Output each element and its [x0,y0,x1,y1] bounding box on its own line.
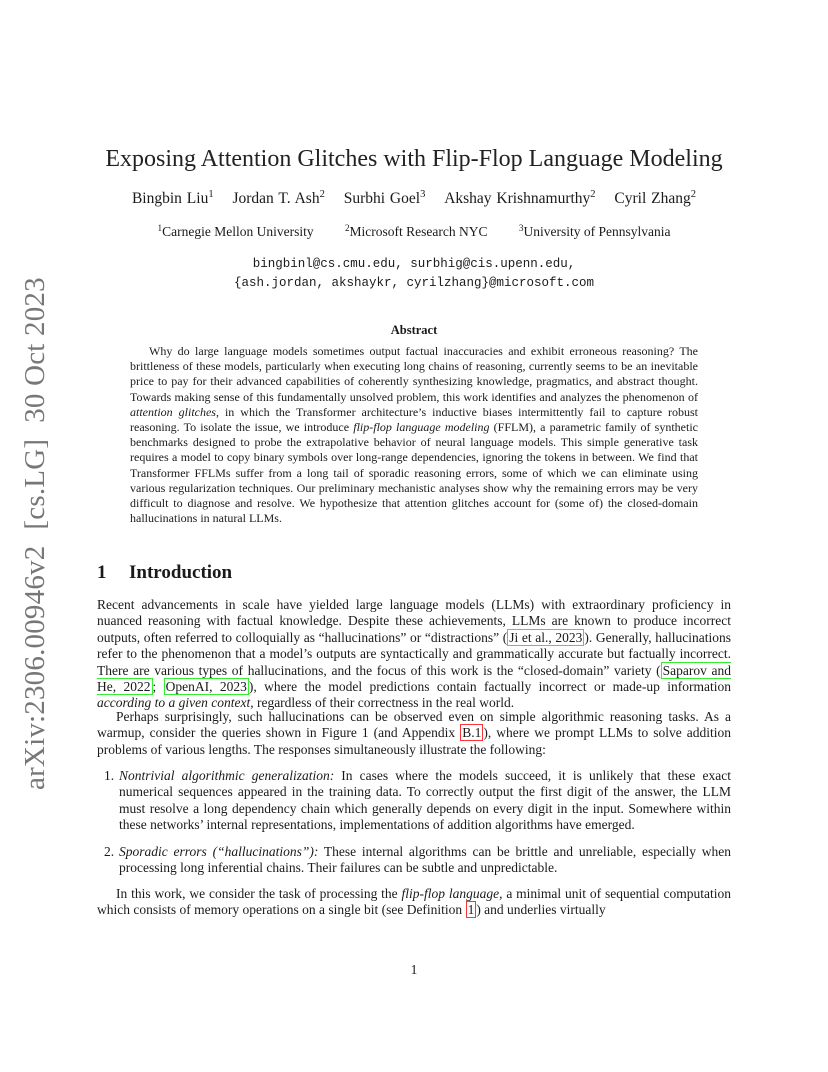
author: Surbhi Goel$^3$ [343,189,426,207]
paper-title: Exposing Attention Glitches with Flip-Flop Language Modeling [105,146,723,172]
intro-paragraph-3: In this work, we consider the task of processing the flip-flop language, a minimal unit of sequential computation which consists of memory operations on a single bit (see Definition 1 ) and underlies virtually [97,886,732,918]
appendix-link[interactable]: B.1 [462,725,482,741]
affiliation: $^3$University of Pennsylvania [518,222,671,239]
citation-link[interactable]: Saparov and He, 2022 [97,662,731,695]
list-item: 2. Sporadic errors (“hallucinations”): These internal algorithms can be brittle and unreliable, especially when processing long inferential chains. Their failures can be subtle and unpredictable. [104,843,731,876]
arxiv-category: [cs.LG] [19,438,51,530]
affiliation: $^2$Microsoft Research NYC [344,222,488,239]
author: Bingbin Liu$^1$ [131,189,214,207]
page-number: 1 [410,962,418,977]
citation-link[interactable]: Ji et al., 2023 [509,629,583,645]
author: Jordan T. Ash$^2$ [232,189,325,207]
intro-paragraph-2: Perhaps surprisingly, such hallucinations can be observed even on simple algorithmic reasoning tasks. As a warmup, consider the queries shown in Figure 1 (and Appendix B.1 ), where we prompt LLMs to solve addition problems of various lengths. The responses simultaneously illustrate the following: [97,709,731,757]
author: Cyril Zhang$^2$ [614,189,697,207]
author-emails [0,255,828,293]
section-title: Introduction [129,562,233,583]
author-list [0,190,828,208]
author: Akshay Krishnamurthy$^2$ [444,189,596,207]
arxiv-identifier [19,277,52,790]
affiliation-list [0,224,828,240]
email-line: bingbinl@cs.cmu.edu, surbhig@cis.upenn.edu, [252,257,576,271]
section-number: 1 [97,562,107,583]
intro-paragraph-1: Recent advancements in scale have yielded large language models (LLMs) with extraordinary proficiency in nuanced reasoning with factual knowledge. Despite these achievements, LLMs are known to produce incorrect outputs, often referred to colloquially as “hallucinations” or “distractions” ( Ji et al., 2023 ). Generally, hallucinations refer to the phenomenon that a model’s outputs are syntactically and grammatically accurate but factually incorrect. There are various types of hallucinations, and the focus of this work is the “closed-domain” variety ( Saparov and He, 2022 ; OpenAI, 2023 ), where the model predictions contain factually incorrect or made-up information according to a given context, regardless of their correctness in the real world. [97,597,731,711]
abstract-heading: Abstract [390,323,438,337]
citation-link[interactable]: OpenAI, 2023 [165,679,247,695]
arxiv-date: 30 Oct 2023 [19,277,51,423]
list-item: 1. Nontrivial algorithmic generalization: In cases where the models succeed, it is unlikely that these exact numerical sequences appeared in the training data. To correctly output the first digit of the answer, the LLM must resolve a long dependency chain which generally depends on every digit in the input. Somewhere within these networks’ internal representations, implementations of addition algorithms have emerged. [104,768,731,833]
definition-link[interactable]: 1 [467,902,475,918]
abstract-body: Why do large language models sometimes output factual inaccuracies and exhibit erroneous reasoning? The brittleness of these models, particularly when executing long chains of reasoning, currently seems to be an inevitable price to pay for their advanced capabilities of coherently synthesizing knowledge, pragmatics, and abstract thought. Towards making sense of this fundamentally unsolved problem, this work identifies and analyzes the phenomenon of attention glitches, in which the Transformer architecture’s inductive biases intermittently fail to capture robust reasoning. To isolate the issue, we introduce flip-flop language modeling (FFLM), a parametric family of synthetic benchmarks designed to probe the extrapolative behavior of neural language models. This simple generative task requires a model to copy binary symbols over long-range dependencies, ignoring the tokens in between. We find that Transformer FFLMs suffer from a long tail of sporadic reasoning errors, some of which we can eliminate using various regularization techniques. Our preliminary mechanistic analyses show why the remaining errors may be very difficult to diagnose and resolve. We hypothesize that attention glitches account for (some of) the closed-domain hallucinations in natural LLMs. [130,344,698,526]
observation-list [97,768,731,886]
affiliation: $^1$Carnegie Mellon University [157,222,314,239]
email-line: {ash.jordan, akshaykr, cyrilzhang}@microsoft.com [233,276,595,290]
arxiv-number: arXiv:2306.00946v2 [19,545,51,790]
section-heading [97,562,232,584]
